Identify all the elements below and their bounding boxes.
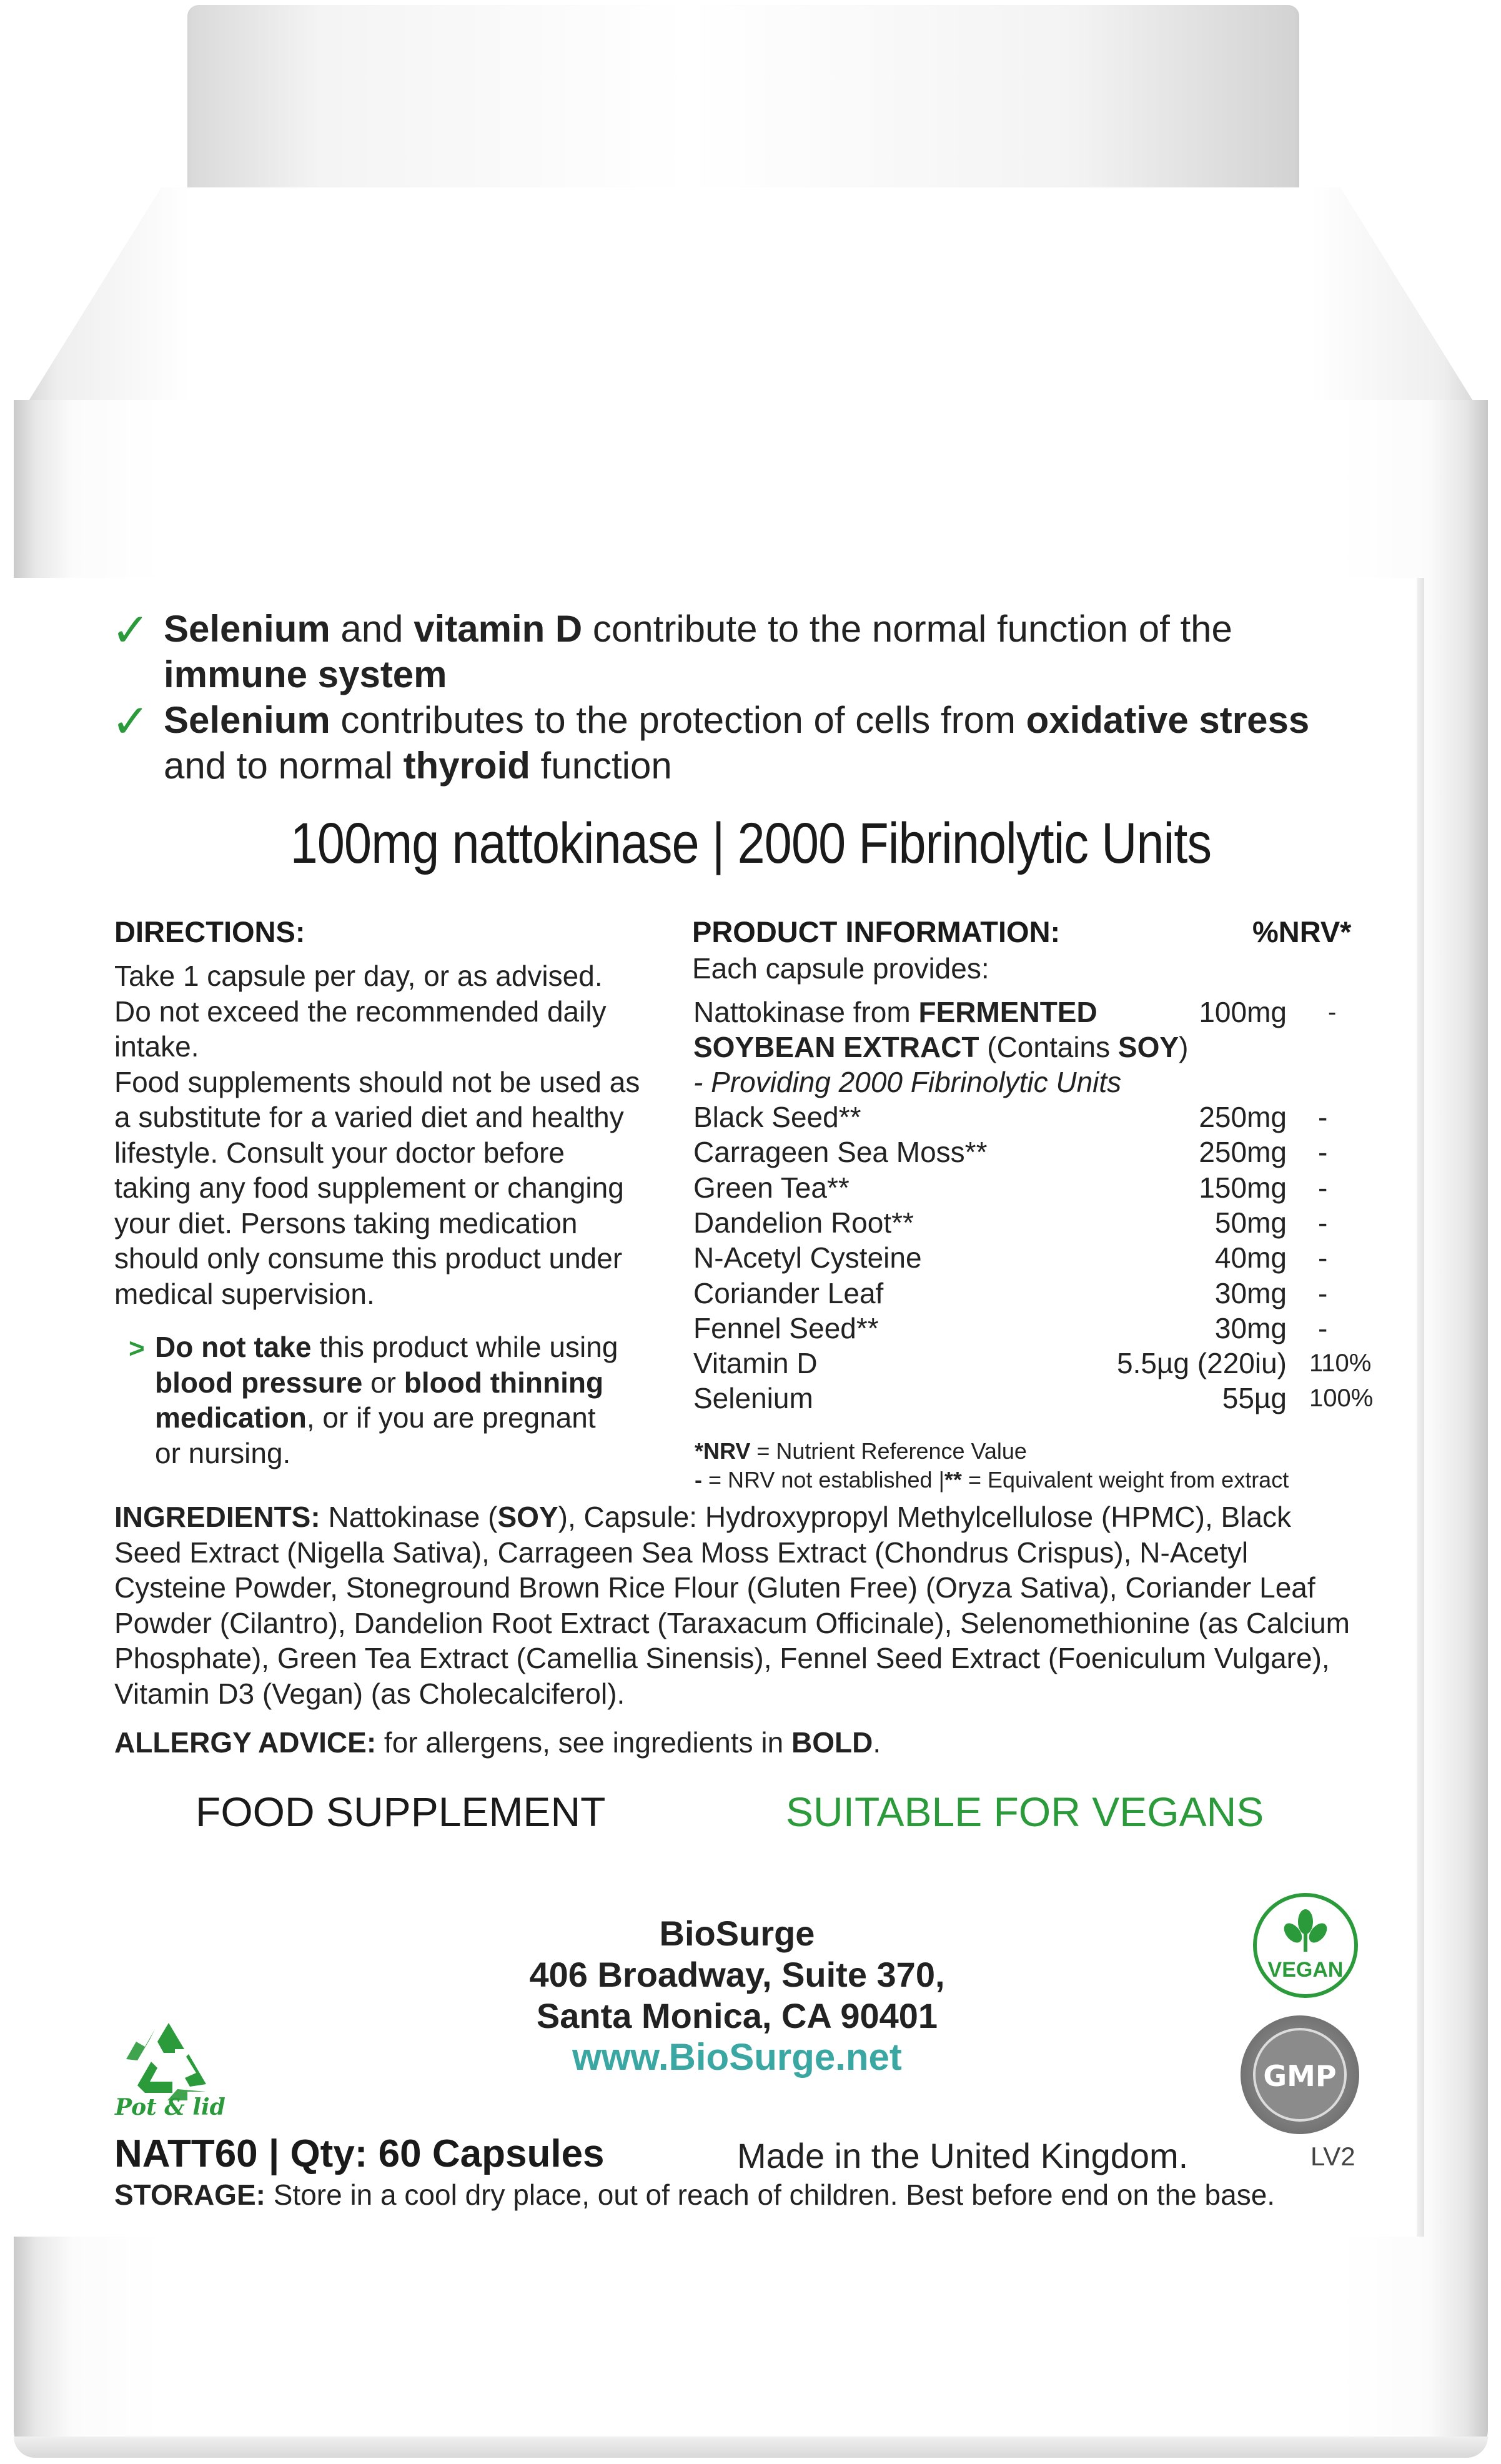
nutrient-row xyxy=(693,1276,1362,1311)
fibrinolytic-row xyxy=(693,1065,1362,1100)
footnote-nrv-text: = Nutrient Reference Value xyxy=(750,1438,1027,1464)
contains-label: (Contains xyxy=(979,1031,1118,1063)
allergy-label: ALLERGY ADVICE: xyxy=(114,1726,377,1759)
ingredients-text xyxy=(114,1499,1364,1711)
claim-text-segment: Selenium xyxy=(164,699,330,741)
directions-line: Take 1 capsule per day, or as advised. xyxy=(114,960,603,992)
warning-line xyxy=(155,1436,692,1471)
claim-text-segment: immune system xyxy=(164,653,447,695)
nutrient-amount: 55µg xyxy=(1222,1382,1287,1415)
claim-1-line-2 xyxy=(164,652,1382,697)
ingredients-label: INGREDIENTS: xyxy=(114,1501,320,1533)
paren-close: ) xyxy=(1179,1031,1189,1063)
allergy-bold-word: BOLD xyxy=(791,1726,873,1759)
nutrient-name: Fennel Seed** xyxy=(693,1311,879,1344)
label-version: LV2 xyxy=(1310,2142,1355,2171)
footnote-stars: ** xyxy=(944,1467,962,1493)
soy-label: SOY xyxy=(1117,1031,1179,1063)
warning-text-segment: medication xyxy=(155,1401,307,1434)
nutrient-amount: 40mg xyxy=(1214,1241,1287,1274)
bottle-lid xyxy=(187,5,1299,211)
address-line-1: 406 Broadway, Suite 370, xyxy=(529,1955,945,1994)
nutrient-row xyxy=(693,1205,1362,1240)
warning-text-segment: or nursing. xyxy=(155,1436,291,1469)
claim-text-segment: vitamin D xyxy=(414,608,583,650)
claim-text-segment: contributes to the protection of cells from xyxy=(330,699,1026,741)
fermented-label: FERMENTED xyxy=(918,996,1097,1028)
nutrient-nrv: - xyxy=(1318,1101,1328,1133)
nutrient-nrv: - xyxy=(1318,1206,1328,1239)
storage-advice xyxy=(114,2178,1275,2212)
footnote-nrv xyxy=(695,1437,1027,1466)
nutrient-name: Selenium xyxy=(693,1382,813,1415)
footnote-equivalent-text: = Equivalent weight from extract xyxy=(961,1467,1289,1493)
claim-text-segment: and to normal xyxy=(164,745,404,787)
ingredients-line xyxy=(114,1676,1364,1712)
gmp-badge-text: GMP xyxy=(1263,2059,1337,2093)
nattokinase-row xyxy=(693,995,1362,1030)
ingredients-line xyxy=(114,1606,1364,1641)
nutrient-amount: 50mg xyxy=(1214,1206,1287,1239)
fibrinolytic-label: - Providing 2000 Fibrinolytic Units xyxy=(693,1066,1122,1098)
nutrient-name: Dandelion Root** xyxy=(693,1206,914,1239)
claim-text-segment: and xyxy=(330,608,414,650)
nutrient-row xyxy=(693,1135,1362,1170)
warning-text-segment: , or if you are pregnant xyxy=(306,1401,596,1434)
claim-text-segment: thyroid xyxy=(403,745,530,787)
footnote-established xyxy=(695,1466,1289,1494)
nutrient-name: Green Tea** xyxy=(693,1171,850,1204)
nattokinase-nrv: - xyxy=(1328,998,1337,1026)
ingredients-line xyxy=(114,1641,1364,1676)
nutrient-nrv: - xyxy=(1318,1241,1328,1274)
nutrient-nrv: - xyxy=(1318,1276,1328,1309)
nutrient-amount: 30mg xyxy=(1214,1276,1287,1309)
claim-2 xyxy=(164,697,1382,788)
claim-1 xyxy=(164,606,1382,697)
warning-marker: > xyxy=(129,1333,145,1364)
warning-line xyxy=(155,1365,692,1401)
allergy-advice xyxy=(114,1726,881,1759)
made-in: Made in the United Kingdom. xyxy=(737,2136,1189,2175)
nutrient-amount: 250mg xyxy=(1199,1101,1287,1133)
nutrient-amount: 250mg xyxy=(1199,1136,1287,1169)
soybean-label: SOYBEAN EXTRACT xyxy=(693,1031,979,1063)
label-edge xyxy=(1417,578,1424,2237)
nattokinase-amount: 100mg xyxy=(1199,996,1287,1028)
warning-text-segment: Do not take xyxy=(155,1331,312,1363)
warning-text-segment: this product while using xyxy=(311,1331,618,1363)
nutrient-row xyxy=(693,1240,1362,1275)
footnote-nrv-key: *NRV xyxy=(695,1438,751,1464)
allergy-end: . xyxy=(873,1726,881,1759)
warning-line xyxy=(155,1400,692,1436)
ingredients-segment: Phosphate), Green Tea Extract (Camellia Sinensis), Fennel Seed Extract (Foeniculum Vulgare), xyxy=(114,1642,1330,1674)
nutrient-row xyxy=(693,1346,1372,1381)
claim-text-segment: oxidative stress xyxy=(1026,699,1310,741)
company-name: BioSurge xyxy=(659,1914,815,1953)
claim-2-line-2 xyxy=(164,743,1382,788)
directions-text xyxy=(114,958,689,1311)
vegan-badge-text: VEGAN xyxy=(1267,1958,1344,1982)
directions-line: medical supervision. xyxy=(114,1277,375,1310)
ingredients-segment: Powder (Cilantro), Dandelion Root Extract (Taraxacum Officinale), Selenomethionine (as Calcium xyxy=(114,1606,1350,1639)
warning-text-segment: or xyxy=(362,1366,404,1399)
directions-title: DIRECTIONS: xyxy=(114,915,305,948)
nattokinase-row-2 xyxy=(693,1030,1362,1065)
food-supplement-label: FOOD SUPPLEMENT xyxy=(196,1789,606,1835)
gmp-badge xyxy=(1241,2015,1359,2134)
nutrient-amount: 150mg xyxy=(1199,1171,1287,1204)
bottle-shoulder xyxy=(14,187,1488,425)
nutrient-nrv: - xyxy=(1318,1311,1328,1344)
ingredients-line xyxy=(114,1499,1364,1535)
nutrient-row xyxy=(693,1170,1362,1205)
ingredients-segment: ), Capsule: Hydroxypropyl Methylcellulose (HPMC), Black xyxy=(558,1501,1291,1533)
nutrient-name: N-Acetyl Cysteine xyxy=(693,1241,922,1274)
ingredients-segment: Nattokinase ( xyxy=(320,1501,498,1533)
address-line-2: Santa Monica, CA 90401 xyxy=(536,1996,938,2035)
sku-quantity: NATT60 | Qty: 60 Capsules xyxy=(114,2132,605,2175)
directions-line: taking any food supplement or changing xyxy=(114,1171,624,1204)
ingredients-line xyxy=(114,1570,1364,1606)
directions-line: lifestyle. Consult your doctor before xyxy=(114,1136,565,1169)
directions-line: Food supplements should not be used as xyxy=(114,1065,640,1098)
storage-label: STORAGE: xyxy=(114,2178,265,2211)
storage-text: Store in a cool dry place, out of reach of children. Best before end on the base. xyxy=(265,2178,1276,2211)
product-info-title: PRODUCT INFORMATION: xyxy=(692,915,1061,948)
headline: 100mg nattokinase | 2000 Fibrinolytic Units xyxy=(290,812,1212,875)
nrv-header: %NRV* xyxy=(1252,915,1352,948)
nattokinase-label: Nattokinase from xyxy=(693,996,919,1028)
nutrient-row xyxy=(693,1311,1362,1346)
suitable-for-vegans-label: SUITABLE FOR VEGANS xyxy=(786,1789,1264,1835)
nutrient-name: Vitamin D xyxy=(693,1347,818,1380)
warning-text-segment: blood thinning xyxy=(404,1366,604,1399)
directions-line: your diet. Persons taking medication xyxy=(114,1206,578,1239)
nutrient-nrv: - xyxy=(1318,1171,1328,1204)
ingredients-segment: Seed Extract (Nigella Sativa), Carrageen Sea Moss Extract (Chondrus Crispus), N-Acetyl xyxy=(114,1536,1249,1569)
bottle-base xyxy=(14,2437,1488,2458)
claim-text-segment: Selenium xyxy=(164,608,330,650)
warning-text xyxy=(155,1329,692,1471)
directions-line: Do not exceed the recommended daily xyxy=(114,995,607,1028)
website-link[interactable]: www.BioSurge.net xyxy=(572,2036,902,2078)
nutrient-nrv: 100% xyxy=(1309,1384,1374,1413)
nutrient-name: Coriander Leaf xyxy=(693,1276,884,1309)
ingredients-segment: SOY xyxy=(497,1501,558,1533)
claim-text-segment: contribute to the normal function of the xyxy=(582,608,1232,650)
allergy-text: for allergens, see ingredients in xyxy=(376,1726,791,1759)
check-icon: ✓ xyxy=(111,604,151,656)
recycle-caption: Pot & lid xyxy=(115,2094,225,2120)
check-icon: ✓ xyxy=(111,695,151,747)
nutrient-nrv: - xyxy=(1318,1136,1328,1169)
nutrient-row xyxy=(693,1381,1374,1416)
claim-2-line-1 xyxy=(164,697,1382,743)
nutrient-row xyxy=(693,1100,1362,1135)
warning-line xyxy=(155,1329,692,1365)
directions-line: a substitute for a varied diet and healthy xyxy=(114,1101,624,1133)
ingredients-segment: Cysteine Powder, Stoneground Brown Rice Flour (Gluten Free) (Oryza Sativa), Coriander Leaf xyxy=(114,1571,1315,1604)
nutrient-name: Black Seed** xyxy=(693,1101,861,1133)
vegan-badge xyxy=(1253,1893,1358,1998)
ingredients-segment: Vitamin D3 (Vegan) (as Cholecalciferol). xyxy=(114,1677,625,1710)
claim-text-segment: function xyxy=(530,745,672,787)
product-info-subtitle: Each capsule provides: xyxy=(692,952,989,985)
footnote-dash: - xyxy=(695,1467,702,1493)
ingredients-line xyxy=(114,1535,1364,1571)
warning-text-segment: blood pressure xyxy=(155,1366,363,1399)
directions-line: should only consume this product under xyxy=(114,1242,623,1274)
nutrient-nrv: 110% xyxy=(1309,1349,1372,1378)
footnote-established-text: = NRV not established | xyxy=(702,1467,944,1493)
nutrient-amount: 30mg xyxy=(1214,1311,1287,1344)
claim-1-line-1 xyxy=(164,606,1382,652)
nutrient-amount: 5.5µg (220iu) xyxy=(1116,1347,1287,1380)
directions-line: intake. xyxy=(114,1030,199,1063)
nutrient-name: Carrageen Sea Moss** xyxy=(693,1136,988,1169)
